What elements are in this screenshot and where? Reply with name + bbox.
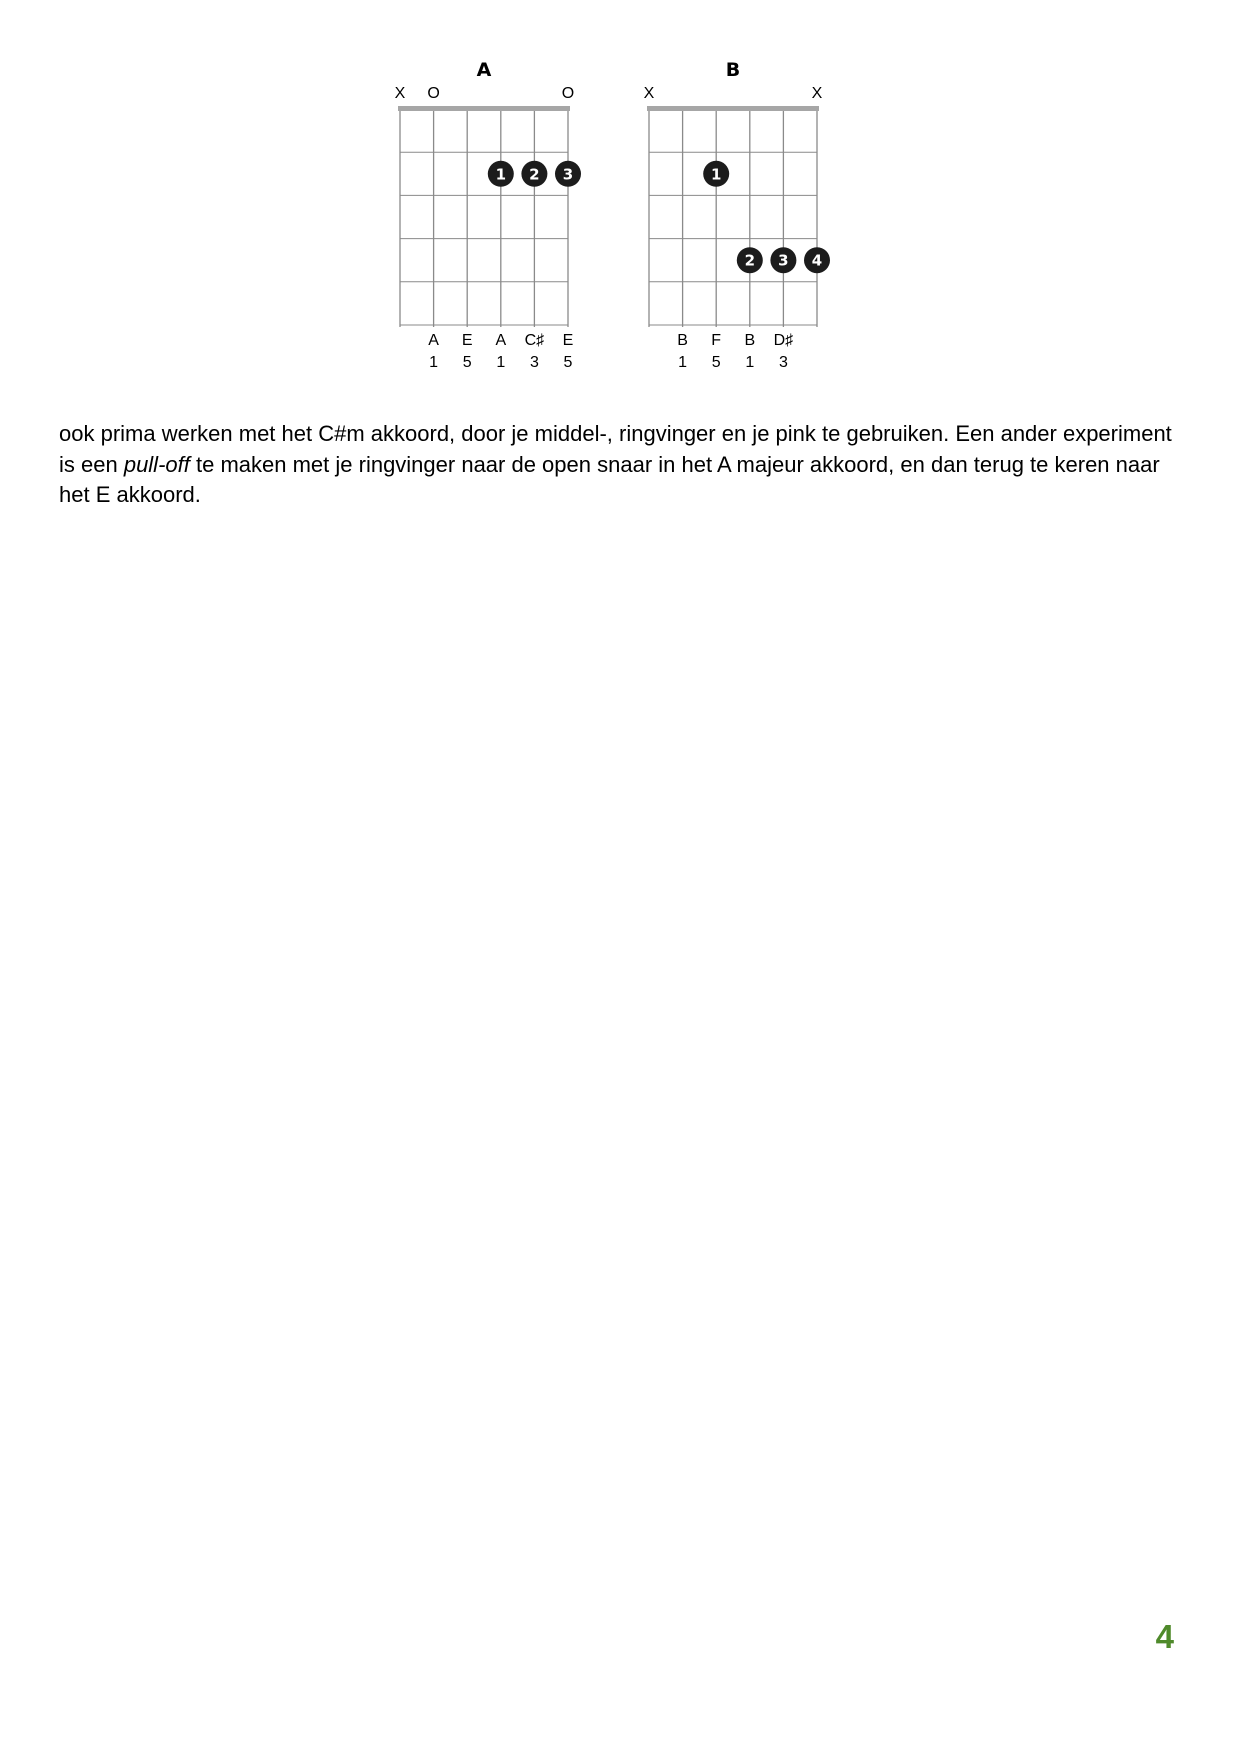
finger-number: 1 [710, 165, 722, 184]
page-number: 4 [1155, 1618, 1174, 1655]
chord-diagrams-svg [380, 50, 860, 390]
scale-degree: 1 [429, 354, 439, 371]
note-name: B [677, 332, 688, 349]
finger-number: 3 [778, 251, 789, 270]
chord-name: B [725, 59, 741, 81]
body-paragraph [59, 419, 1189, 511]
muted-string-marker: X [643, 85, 655, 102]
scale-degree: 5 [462, 354, 472, 371]
scale-degree: 3 [778, 354, 788, 371]
paragraph-emphasis: pull-off [123, 451, 190, 477]
finger-number: 4 [811, 251, 823, 270]
chord-diagram-a [395, 59, 581, 371]
note-name: A [495, 332, 507, 349]
finger-number: 2 [529, 165, 540, 184]
note-name: C♯ [524, 332, 545, 349]
nut [647, 106, 819, 111]
scale-degree: 1 [678, 354, 688, 371]
scale-degree: 1 [496, 354, 506, 371]
paragraph-text-1: ook prima werken met het C#m akkoord, door je middel-, ringvinger en je pink te gebruiken. Een ander experiment is een [59, 421, 1172, 477]
note-name: A [428, 332, 439, 349]
muted-string-marker: X [394, 85, 406, 102]
chord-name: A [476, 59, 492, 81]
finger-number: 2 [744, 251, 756, 270]
open-string-marker: O [561, 85, 575, 102]
open-string-marker: O [427, 85, 440, 102]
note-name: F [711, 332, 722, 349]
scale-degree: 5 [563, 354, 573, 371]
note-name: B [744, 332, 756, 349]
muted-string-marker: X [811, 85, 823, 102]
note-name: E [562, 332, 574, 349]
note-name: D♯ [773, 332, 794, 349]
nut [398, 106, 570, 111]
chord-diagram-b [644, 59, 830, 371]
scale-degree: 5 [711, 354, 721, 371]
finger-number: 3 [562, 165, 574, 184]
paragraph-text-2: te maken met je ringvinger naar de open snaar in het A majeur akkoord, en dan terug te keren naar het E akkoord. [59, 451, 1160, 507]
scale-degree: 3 [529, 354, 539, 371]
finger-number: 1 [495, 165, 507, 184]
chord-diagrams [380, 50, 860, 390]
note-name: E [461, 332, 473, 349]
scale-degree: 1 [745, 354, 755, 371]
